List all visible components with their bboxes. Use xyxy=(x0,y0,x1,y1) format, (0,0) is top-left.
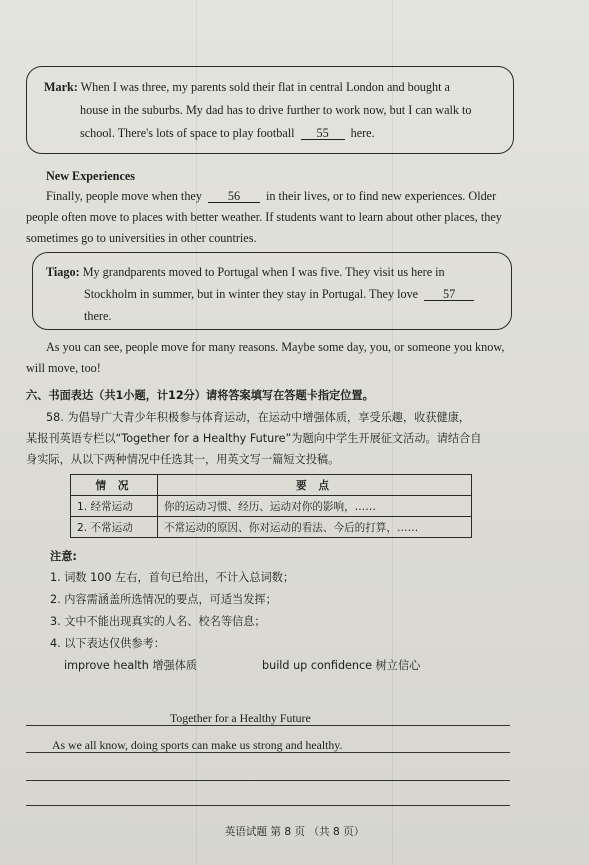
mark-text-3-end: here. xyxy=(350,126,375,140)
q58-line-1: 58. 为倡导广大青少年积极参与体育运动，在运动中增强体质，享受乐趣，收获健康， xyxy=(46,411,471,424)
requirements-table xyxy=(70,474,472,538)
notes-title: 注意: xyxy=(50,550,77,563)
mark-line-1 xyxy=(44,81,450,93)
note-item: 1. 词数 100 左右，首句已给出，不计入总词数； xyxy=(50,571,295,584)
writing-line[interactable] xyxy=(26,805,510,806)
table-header-row xyxy=(71,475,472,496)
writing-line[interactable] xyxy=(26,780,510,781)
new-exp-line-1 xyxy=(46,190,496,203)
mark-line-3 xyxy=(80,127,375,140)
tiago-line-1 xyxy=(46,266,445,278)
table-cell-situation: 1. 经常运动 xyxy=(71,496,158,517)
note-item: 2. 内容需涵盖所选情况的要点，可适当发挥； xyxy=(50,593,277,606)
tiago-speaker: Tiago: xyxy=(46,265,80,279)
table-cell-situation: 2. 不常运动 xyxy=(71,517,158,538)
section-heading-new-experiences: New Experiences xyxy=(46,169,136,183)
q58-line-3: 身实际，从以下两种情况中任选其一，用英文写一篇短文投稿。 xyxy=(26,453,340,466)
writing-line[interactable] xyxy=(26,752,510,753)
mark-text-3: school. There's lots of space to play football xyxy=(80,126,295,140)
table-row xyxy=(71,517,472,538)
essay-title: Together for a Healthy Future xyxy=(170,711,311,725)
note-item: 4. 以下表达仅供参考： xyxy=(50,637,165,650)
table-cell-points: 你的运动习惯、经历、运动对你的影响，…… xyxy=(158,496,472,517)
closing-line-1: As you can see, people move for many reasons. Maybe some day, you, or someone you know, xyxy=(46,340,505,354)
table-header-points: 要 点 xyxy=(158,475,472,496)
reference-expression-1: improve health 增强体质 xyxy=(64,659,198,672)
writing-line[interactable] xyxy=(26,725,510,726)
essay-first-sentence: As we all know, doing sports can make us strong and healthy. xyxy=(52,738,343,752)
q58-line-2: 某报刊英语专栏以“Together for a Healthy Future”为题向中学生开展征文活动。请结合自 xyxy=(26,432,482,445)
table-header-situation: 情 况 xyxy=(71,475,158,496)
new-exp-line-2: people often move to places with better weather. If students want to learn about other places, they xyxy=(26,210,502,224)
blank-56[interactable]: 56 xyxy=(208,190,260,203)
page-footer: 英语试题 第 8 页 （共 8 页） xyxy=(224,826,365,838)
new-exp-line-3: sometimes go to universities in other countries. xyxy=(26,231,257,245)
new-exp-text-1: Finally, people move when they xyxy=(46,189,202,203)
blank-57[interactable]: 57 xyxy=(424,288,474,301)
tiago-line-3: there. xyxy=(84,309,112,323)
note-item: 3. 文中不能出现真实的人名、校名等信息； xyxy=(50,615,266,628)
tiago-text-2: Stockholm in summer, but in winter they stay in Portugal. They love xyxy=(84,287,419,301)
mark-speaker: Mark: xyxy=(44,80,78,94)
tiago-line-2 xyxy=(84,288,477,301)
new-exp-text-1-end: in their lives, or to find new experiences. Older xyxy=(266,189,497,203)
section-6-title: 六、书面表达（共1小题，计12分）请将答案填写在答题卡指定位置。 xyxy=(26,389,374,402)
tiago-text-1: My grandparents moved to Portugal when I was five. They visit us here in xyxy=(82,265,445,279)
mark-text-1: When I was three, my parents sold their flat in central London and bought a xyxy=(80,80,450,94)
table-cell-points: 不常运动的原因、你对运动的看法、今后的打算，…… xyxy=(158,517,472,538)
reference-expression-2: build up confidence 树立信心 xyxy=(262,659,421,672)
closing-line-2: will move, too! xyxy=(26,361,101,375)
table-row xyxy=(71,496,472,517)
blank-55[interactable]: 55 xyxy=(301,127,345,140)
mark-line-2: house in the suburbs. My dad has to drive further to work now, but I can walk to xyxy=(80,103,472,117)
